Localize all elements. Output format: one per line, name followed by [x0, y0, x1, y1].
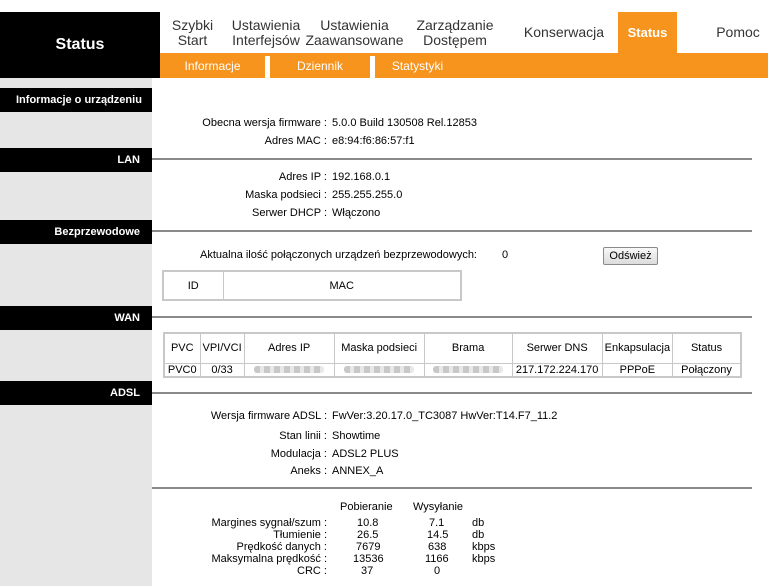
main-nav	[160, 12, 768, 53]
refresh-button[interactable]: Odśwież	[603, 247, 658, 265]
section-header-adsl	[0, 381, 152, 405]
table-cell	[244, 363, 334, 377]
tab-label: Ustawienia	[231, 16, 301, 33]
section-title: WAN	[114, 312, 140, 324]
tab-label: Zarządzanie	[416, 16, 494, 33]
table-header-cell: Brama	[424, 333, 512, 363]
table-header-cell: Maska podsieci	[334, 333, 424, 363]
adsl-mod-label: Modulacja :	[270, 448, 327, 460]
tab-label: Start	[177, 31, 208, 48]
table-cell	[334, 363, 424, 377]
table-header-cell: Status	[673, 333, 741, 363]
section-divider	[152, 230, 752, 232]
stat-up: 638	[428, 541, 447, 553]
table-cell	[424, 363, 512, 377]
section-title: LAN	[117, 154, 140, 166]
tab-label: Konserwacja	[523, 24, 605, 40]
table-header-row	[164, 333, 741, 363]
adsl-line-label: Stan linii :	[279, 430, 327, 442]
table-cell: 0/33	[200, 363, 244, 377]
subnav-divider	[265, 56, 270, 78]
lan-mask-label: Maska podsieci :	[245, 189, 327, 201]
stat-label: Maksymalna prędkość :	[211, 553, 327, 565]
tab-maintenance[interactable]	[514, 12, 614, 53]
firmware-label: Obecna wersja firmware :	[202, 117, 327, 129]
subtab-label: Dziennik	[296, 58, 344, 73]
section-title: ADSL	[110, 387, 140, 399]
page-logo-title	[0, 12, 160, 78]
tab-label: Status	[627, 25, 668, 40]
redacted-gateway	[433, 366, 503, 373]
stat-unit: db	[472, 529, 485, 541]
section-header-lan	[0, 148, 152, 172]
table-header-cell: Adres IP	[244, 333, 334, 363]
tab-quick-start[interactable]	[160, 12, 225, 53]
subtab-information[interactable]	[170, 53, 255, 78]
tab-label: Zaawansowane	[305, 31, 404, 48]
section-header-wireless	[0, 220, 152, 244]
adsl-annex-label: Aneks :	[290, 465, 327, 477]
redacted-mask	[344, 366, 414, 373]
stat-label: Tłumienie :	[273, 529, 327, 541]
table-header-row	[163, 271, 461, 300]
subtab-log[interactable]	[275, 53, 365, 78]
stat-label: Prędkość danych :	[236, 541, 327, 553]
stat-up: 1166	[425, 553, 449, 565]
section-title: Bezprzewodowe	[54, 226, 140, 238]
tab-label: Interfejsów	[232, 31, 300, 48]
mac-label: Adres MAC :	[264, 135, 327, 147]
logo-title: Status	[55, 36, 105, 53]
redacted-ip	[254, 366, 324, 373]
lan-dhcp-value: Włączono	[332, 207, 381, 219]
section-divider	[152, 487, 752, 489]
section-title: Informacje o urządzeniu	[16, 94, 142, 106]
stat-label: CRC :	[297, 565, 327, 577]
adsl-fw-label: Wersja firmware ADSL :	[210, 410, 327, 422]
sub-nav	[160, 53, 768, 78]
table-row	[164, 363, 741, 377]
adsl-line-value: Showtime	[332, 430, 381, 442]
table-header-cell: VPI/VCI	[200, 333, 244, 363]
stat-down: 10.8	[357, 517, 379, 529]
stats-header-download: Pobieranie	[340, 501, 393, 513]
tab-label: Dostępem	[423, 31, 487, 48]
wireless-clients-label: Aktualna ilość połączonych urządzeń bezprzewodowych:	[200, 249, 477, 261]
section-header-wan	[0, 306, 152, 330]
table-cell: Połączony	[673, 363, 741, 377]
table-header-cell: MAC	[223, 271, 461, 300]
section-divider	[152, 316, 752, 318]
adsl-fw-value: FwVer:3.20.17.0_TC3087 HwVer:T14.F7_11.2	[332, 410, 558, 422]
adsl-annex-value: ANNEX_A	[332, 465, 384, 477]
stat-label: Margines sygnał/szum :	[211, 517, 327, 529]
mac-value: e8:94:f6:86:57:f1	[332, 135, 415, 147]
subtab-statistics[interactable]	[380, 53, 455, 78]
subnav-divider	[370, 56, 375, 78]
section-divider	[152, 158, 752, 160]
lan-ip-value: 192.168.0.1	[332, 171, 391, 183]
stat-down: 13536	[353, 553, 384, 565]
stat-up: 14.5	[427, 529, 449, 541]
wireless-clients-table	[162, 270, 462, 301]
subtab-label: Statystyki	[391, 58, 444, 73]
lan-mask-value: 255.255.255.0	[332, 189, 403, 201]
section-divider	[152, 392, 752, 394]
table-header-cell: Serwer DNS	[512, 333, 602, 363]
lan-ip-label: Adres IP :	[278, 171, 327, 183]
wireless-clients-value: 0	[502, 249, 509, 261]
stat-unit: kbps	[472, 553, 496, 565]
stats-header-upload: Wysyłanie	[413, 501, 464, 513]
stat-unit: db	[472, 517, 485, 529]
table-header-cell: Enkapsulacja	[602, 333, 672, 363]
stat-up: 0	[434, 565, 441, 577]
table-cell: PVC0	[164, 363, 200, 377]
table-header-cell: PVC	[164, 333, 200, 363]
table-cell: 217.172.224.170	[512, 363, 602, 377]
tab-interface-settings[interactable]	[226, 12, 306, 53]
stat-up: 7.1	[429, 517, 445, 529]
table-cell: PPPoE	[602, 363, 672, 377]
stat-down: 26.5	[357, 529, 379, 541]
tab-label: Ustawienia	[320, 16, 389, 33]
table-header-cell: ID	[163, 271, 223, 300]
tab-status[interactable]	[618, 12, 677, 53]
tab-access-management[interactable]	[408, 12, 502, 53]
tab-help[interactable]	[708, 12, 768, 53]
firmware-value: 5.0.0 Build 130508 Rel.12853	[332, 117, 477, 129]
tab-advanced-settings[interactable]	[307, 12, 402, 53]
lan-dhcp-label: Serwer DHCP :	[252, 207, 327, 219]
section-header-device	[0, 88, 152, 112]
wan-table	[163, 332, 742, 378]
tab-label: Szybki	[171, 16, 214, 33]
stat-down: 37	[361, 565, 374, 577]
stat-down: 7679	[356, 541, 381, 553]
tab-label: Pomoc	[716, 24, 760, 40]
adsl-mod-value: ADSL2 PLUS	[332, 448, 399, 460]
subtab-label: Informacje	[184, 58, 241, 73]
stat-unit: kbps	[472, 541, 496, 553]
